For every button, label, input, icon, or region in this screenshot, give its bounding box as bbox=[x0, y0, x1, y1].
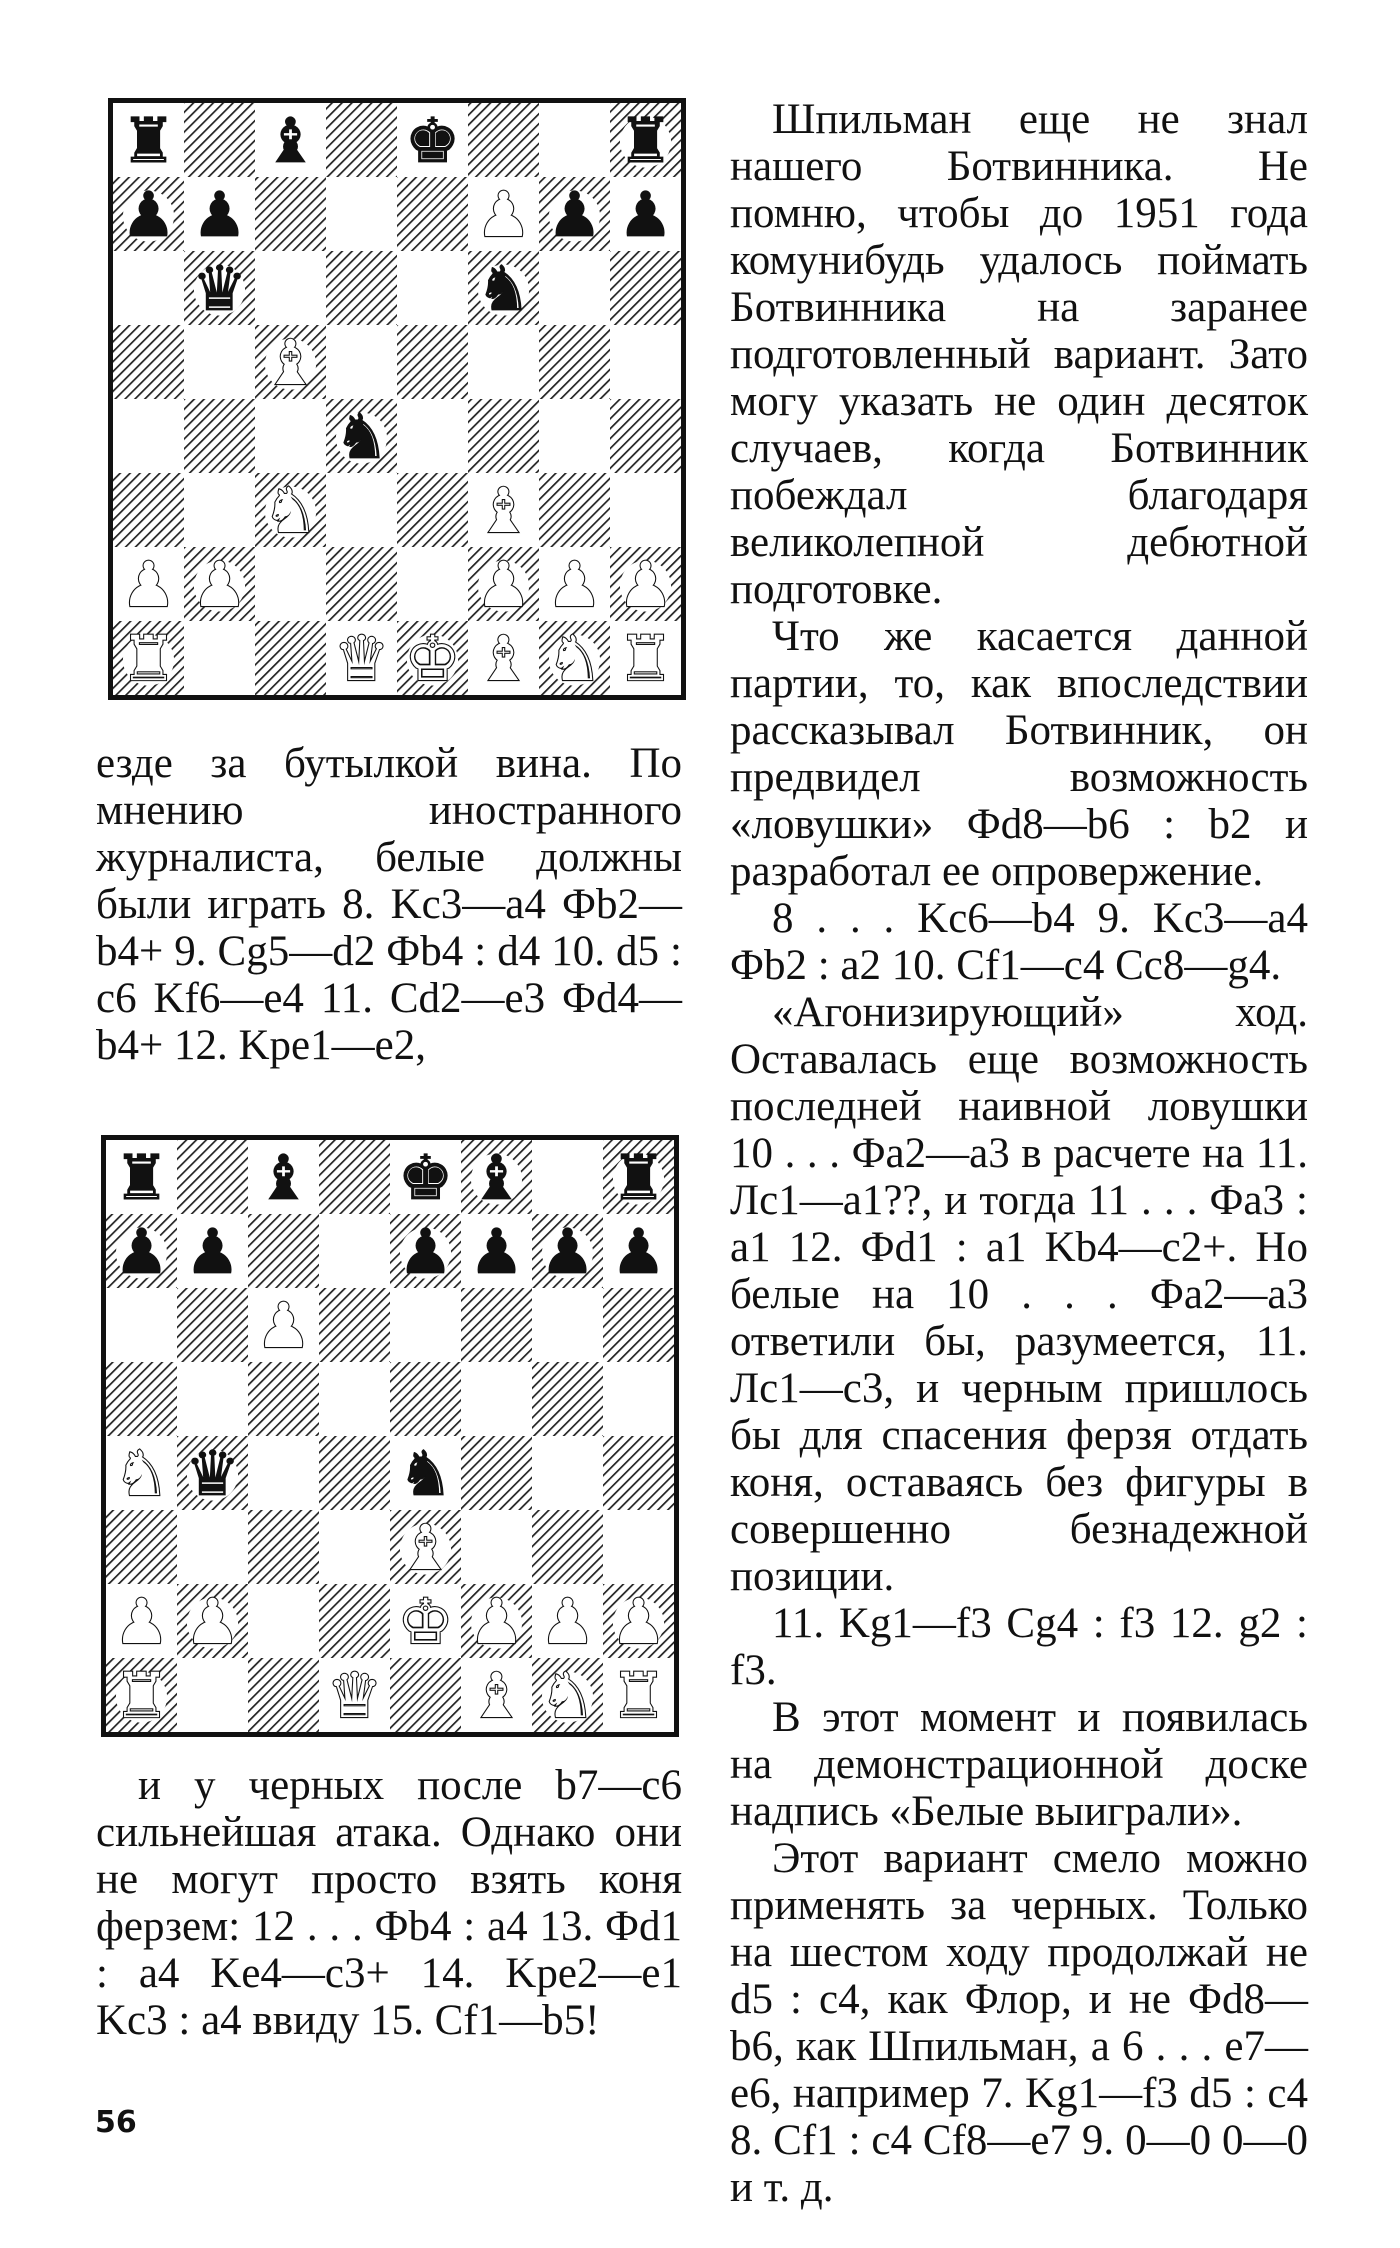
left-column-text-top bbox=[96, 740, 682, 1069]
light-square bbox=[177, 1658, 248, 1732]
black-queen-icon: ♛ bbox=[184, 1437, 241, 1510]
light-square bbox=[603, 1362, 674, 1436]
black-pawn-icon: ♟ bbox=[539, 1215, 596, 1288]
dark-square bbox=[184, 103, 255, 177]
black-rook-icon: ♜ bbox=[120, 104, 177, 177]
paragraph: 8 . . . Kc6—b4 9. Kc3—a4 Фb2 : a2 10. Cf1—c4 Cc8—g4. bbox=[730, 895, 1308, 989]
light-square bbox=[184, 473, 255, 547]
white-rook-icon: ♜ bbox=[617, 622, 674, 695]
paragraph: Этот вариант смело можно применять за черных. Только на шестом ходу продолжай не d5 : c4, как Флор, и не Фd8—b6, как Шпильман, а 6 . . . e7—e6, например 7. Kg1—f3 d5 : c4 8. Cf1 : c4 Cf8—e7 9. 0—0 0—0 и т. д. bbox=[730, 1835, 1308, 2211]
light-square bbox=[461, 1510, 532, 1584]
light-square bbox=[248, 1436, 319, 1510]
left-column-text-bottom bbox=[96, 1762, 682, 2044]
white-bishop-icon: ♝ bbox=[397, 1511, 454, 1584]
white-bishop-icon: ♝ bbox=[475, 474, 532, 547]
dark-square bbox=[319, 1584, 390, 1658]
white-queen-icon: ♛ bbox=[333, 622, 390, 695]
page-number: 56 bbox=[95, 2105, 137, 2140]
white-pawn-icon: ♟ bbox=[539, 1585, 596, 1658]
light-square bbox=[468, 325, 539, 399]
dark-square bbox=[177, 1140, 248, 1214]
light-square bbox=[539, 103, 610, 177]
black-knight-icon: ♞ bbox=[333, 400, 390, 473]
white-pawn-icon: ♟ bbox=[113, 1585, 170, 1658]
white-pawn-icon: ♟ bbox=[468, 1585, 525, 1658]
dark-square bbox=[610, 251, 681, 325]
white-pawn-icon: ♟ bbox=[120, 548, 177, 621]
black-pawn-icon: ♟ bbox=[191, 178, 248, 251]
chess-board-2 bbox=[106, 1140, 674, 1732]
black-pawn-icon: ♟ bbox=[113, 1215, 170, 1288]
white-pawn-icon: ♟ bbox=[546, 548, 603, 621]
chess-diagram-1 bbox=[108, 98, 686, 700]
dark-square bbox=[461, 1436, 532, 1510]
light-square bbox=[326, 325, 397, 399]
dark-square bbox=[603, 1288, 674, 1362]
dark-square bbox=[539, 325, 610, 399]
white-knight-icon: ♞ bbox=[262, 474, 319, 547]
light-square bbox=[326, 473, 397, 547]
light-square bbox=[461, 1362, 532, 1436]
paragraph: «Агонизирующий» ход. Оставалась еще возможность последней наивной ловушки 10 . . . Фa2—a3 в расчете на 11. Лc1—a1??, и тогда 11 . . . Фa3 : a1 12. Фd1 : a1 Kb4—c2+. Но белые на 10 . . . Фa2—a3 ответили бы, разумеется, 11. Лc1—c3, и черным пришлось бы для спасения ферзя отдать коня, оставаясь без фигуры в совершенно безнадежной позиции. bbox=[730, 989, 1308, 1600]
light-square bbox=[113, 251, 184, 325]
dark-square bbox=[397, 177, 468, 251]
black-knight-icon: ♞ bbox=[475, 252, 532, 325]
light-square bbox=[532, 1140, 603, 1214]
paragraph: Шпильман еще не знал нашего Ботвинника. Не помню, чтобы до 1951 года комунибудь удалось поймать Ботвинника на заранее подготовленный вариант. Зато могу указать не один десяток случаев, когда Ботвинник побеждал благодаря великолепной дебютной подготовке. bbox=[730, 96, 1308, 613]
light-square bbox=[326, 177, 397, 251]
dark-square bbox=[106, 1510, 177, 1584]
light-square bbox=[248, 1584, 319, 1658]
dark-square bbox=[532, 1510, 603, 1584]
dark-square bbox=[319, 1288, 390, 1362]
light-square bbox=[177, 1362, 248, 1436]
dark-square bbox=[319, 1140, 390, 1214]
white-pawn-icon: ♟ bbox=[617, 548, 674, 621]
light-square bbox=[539, 399, 610, 473]
white-bishop-icon: ♝ bbox=[468, 1659, 525, 1732]
light-square bbox=[610, 325, 681, 399]
white-queen-icon: ♛ bbox=[326, 1659, 383, 1732]
black-pawn-icon: ♟ bbox=[617, 178, 674, 251]
black-king-icon: ♚ bbox=[404, 104, 461, 177]
light-square bbox=[319, 1362, 390, 1436]
white-rook-icon: ♜ bbox=[113, 1659, 170, 1732]
white-pawn-icon: ♟ bbox=[475, 178, 532, 251]
light-square bbox=[397, 547, 468, 621]
dark-square bbox=[390, 1658, 461, 1732]
paragraph: и у черных после b7—c6 сильнейшая атака. Однако они не могут просто взять коня ферзем: 12 . . . Фb4 : a4 13. Фd1 : a4 Ke4—c3+ 14. Kpe2—e1 Kc3 : a4 ввиду 15. Cf1—b5! bbox=[96, 1762, 682, 2044]
black-queen-icon: ♛ bbox=[191, 252, 248, 325]
white-pawn-icon: ♟ bbox=[475, 548, 532, 621]
light-square bbox=[177, 1510, 248, 1584]
black-rook-icon: ♜ bbox=[113, 1141, 170, 1214]
dark-square bbox=[326, 251, 397, 325]
white-king-icon: ♚ bbox=[404, 622, 461, 695]
dark-square bbox=[177, 1288, 248, 1362]
black-rook-icon: ♜ bbox=[617, 104, 674, 177]
dark-square bbox=[248, 1214, 319, 1288]
light-square bbox=[532, 1288, 603, 1362]
black-pawn-icon: ♟ bbox=[610, 1215, 667, 1288]
chess-board-1 bbox=[113, 103, 681, 695]
light-square bbox=[397, 399, 468, 473]
white-pawn-icon: ♟ bbox=[610, 1585, 667, 1658]
black-bishop-icon: ♝ bbox=[262, 104, 319, 177]
paragraph: езде за бутылкой вина. По мнению иностранного журналиста, белые должны были играть 8. Kc3—a4 Фb2—b4+ 9. Cg5—d2 Фb4 : d4 10. d5 : c6 Kf6—e4 11. Cd2—e3 Фd4—b4+ 12. Kpe1—e2, bbox=[96, 740, 682, 1069]
paragraph: Что же касается данной партии, то, как впоследствии рассказывал Ботвинник, он предвидел возможность «ловушки» Фd8—b6 : b2 и разработал ее опровержение. bbox=[730, 613, 1308, 895]
black-bishop-icon: ♝ bbox=[468, 1141, 525, 1214]
dark-square bbox=[539, 473, 610, 547]
light-square bbox=[319, 1510, 390, 1584]
dark-square bbox=[113, 473, 184, 547]
light-square bbox=[184, 325, 255, 399]
white-bishop-icon: ♝ bbox=[475, 622, 532, 695]
dark-square bbox=[319, 1436, 390, 1510]
black-king-icon: ♚ bbox=[397, 1141, 454, 1214]
white-knight-icon: ♞ bbox=[539, 1659, 596, 1732]
light-square bbox=[319, 1214, 390, 1288]
black-pawn-icon: ♟ bbox=[468, 1215, 525, 1288]
white-king-icon: ♚ bbox=[397, 1585, 454, 1658]
dark-square bbox=[468, 103, 539, 177]
white-pawn-icon: ♟ bbox=[184, 1585, 241, 1658]
white-pawn-icon: ♟ bbox=[191, 548, 248, 621]
black-rook-icon: ♜ bbox=[610, 1141, 667, 1214]
dark-square bbox=[255, 621, 326, 695]
dark-square bbox=[248, 1510, 319, 1584]
white-knight-icon: ♞ bbox=[546, 622, 603, 695]
dark-square bbox=[390, 1362, 461, 1436]
right-column-text bbox=[730, 96, 1308, 2211]
light-square bbox=[539, 251, 610, 325]
white-rook-icon: ♜ bbox=[610, 1659, 667, 1732]
black-knight-icon: ♞ bbox=[397, 1437, 454, 1510]
dark-square bbox=[255, 177, 326, 251]
dark-square bbox=[326, 103, 397, 177]
light-square bbox=[390, 1288, 461, 1362]
light-square bbox=[255, 399, 326, 473]
black-pawn-icon: ♟ bbox=[120, 178, 177, 251]
light-square bbox=[397, 251, 468, 325]
black-bishop-icon: ♝ bbox=[255, 1141, 312, 1214]
dark-square bbox=[248, 1362, 319, 1436]
dark-square bbox=[248, 1658, 319, 1732]
white-rook-icon: ♜ bbox=[120, 622, 177, 695]
chess-diagram-2 bbox=[101, 1135, 679, 1737]
light-square bbox=[532, 1436, 603, 1510]
white-bishop-icon: ♝ bbox=[262, 326, 319, 399]
dark-square bbox=[184, 399, 255, 473]
paragraph: 11. Kg1—f3 Cg4 : f3 12. g2 : f3. bbox=[730, 1600, 1308, 1694]
dark-square bbox=[113, 325, 184, 399]
light-square bbox=[603, 1510, 674, 1584]
black-pawn-icon: ♟ bbox=[546, 178, 603, 251]
dark-square bbox=[603, 1436, 674, 1510]
dark-square bbox=[468, 399, 539, 473]
dark-square bbox=[461, 1288, 532, 1362]
dark-square bbox=[532, 1362, 603, 1436]
light-square bbox=[184, 621, 255, 695]
black-pawn-icon: ♟ bbox=[397, 1215, 454, 1288]
dark-square bbox=[326, 547, 397, 621]
light-square bbox=[106, 1288, 177, 1362]
dark-square bbox=[610, 399, 681, 473]
light-square bbox=[255, 251, 326, 325]
white-pawn-icon: ♟ bbox=[255, 1289, 312, 1362]
dark-square bbox=[397, 325, 468, 399]
white-knight-icon: ♞ bbox=[113, 1437, 170, 1510]
light-square bbox=[255, 547, 326, 621]
light-square bbox=[610, 473, 681, 547]
paragraph: В этот момент и появилась на демонстрационной доске надпись «Белые выиграли». bbox=[730, 1694, 1308, 1835]
light-square bbox=[113, 399, 184, 473]
dark-square bbox=[106, 1362, 177, 1436]
black-pawn-icon: ♟ bbox=[184, 1215, 241, 1288]
dark-square bbox=[397, 473, 468, 547]
